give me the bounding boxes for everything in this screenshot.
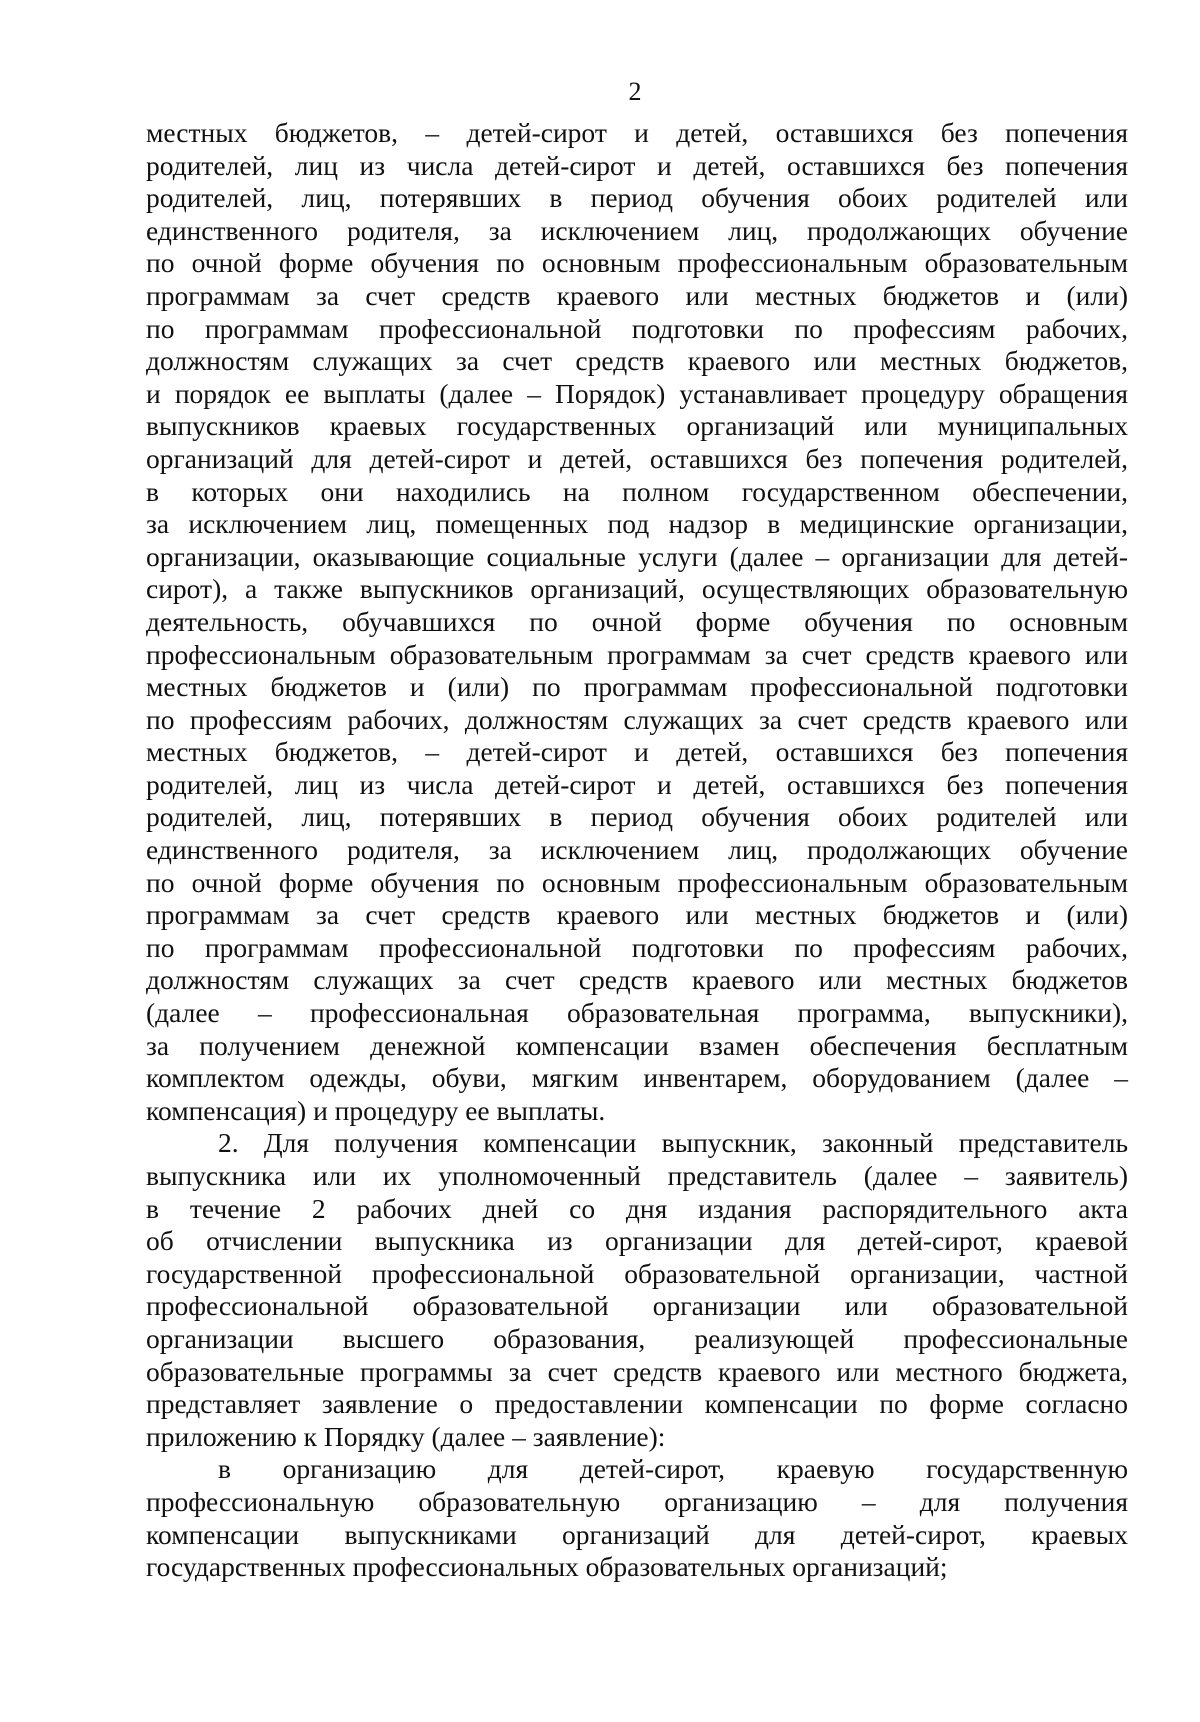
text-line: комплектом одежды, обуви, мягким инвентарем, оборудованием (далее – [146,1062,1128,1094]
text-line: по программам профессиональной подготовки по профессиям рабочих, [146,931,1128,963]
text-line: родителей, лиц из числа детей-сирот и детей, оставшихся без попечения [146,768,1128,800]
text-line: профессиональным образовательным программам за счет средств краевого или [146,638,1128,670]
paragraph-2 [146,1127,1128,1453]
document-body [146,117,1128,1584]
paragraph-3 [146,1453,1128,1583]
paragraph-1 [146,117,1128,1127]
text-line: в течение 2 рабочих дней со дня издания распорядительного акта [146,1192,1128,1224]
text-line: выпускника или их уполномоченный представитель (далее – заявитель) [146,1160,1128,1191]
text-line: организации высшего образования, реализующей профессиональные [146,1322,1128,1354]
text-line: местных бюджетов, – детей-сирот и детей, оставшихся без попечения [146,117,1128,148]
text-line: родителей, лиц, потерявших в период обучения обоих родителей или [146,801,1128,833]
text-line: профессиональную образовательную организацию – для получения [146,1485,1128,1517]
text-line: за получением денежной компенсации взамен обеспечения бесплатным [146,1029,1128,1061]
text-line: об отчислении выпускника из организации для детей-сирот, краевой [146,1225,1128,1257]
text-line: программам за счет средств краевого или местных бюджетов и (или) [146,279,1128,311]
text-line: по профессиям рабочих, должностям служащих за счет средств краевого или [146,703,1128,735]
text-line: единственного родителя, за исключением лиц, продолжающих обучение [146,834,1128,866]
text-line: государственной профессиональной образовательной организации, частной [146,1257,1128,1289]
text-line: местных бюджетов, – детей-сирот и детей, оставшихся без попечения [146,736,1128,768]
text-line: государственных профессиональных образовательных организаций; [146,1551,948,1583]
text-line: (далее – профессиональная образовательная программа, выпускники), [146,997,1128,1029]
text-line: должностям служащих за счет средств краевого или местных бюджетов, [146,345,1128,377]
text-line: компенсации выпускниками организаций для детей-сирот, краевых [146,1518,1128,1550]
text-line: представляет заявление о предоставлении компенсации по форме согласно [146,1388,1128,1420]
text-line: деятельность, обучавшихся по очной форме обучения по основным [146,605,1128,637]
text-line: приложению к Порядку (далее – заявление): [146,1420,666,1452]
text-line: за исключением лиц, помещенных под надзор в медицинские организации, [146,508,1128,540]
text-line: по программам профессиональной подготовки по профессиям рабочих, [146,312,1128,344]
text-line: 2. Для получения компенсации выпускник, законный представитель [218,1127,1128,1159]
text-line: компенсация) и процедуру ее выплаты. [146,1094,606,1126]
text-line: организаций для детей-сирот и детей, оставшихся без попечения родителей, [146,442,1128,474]
text-line: местных бюджетов и (или) по программам профессиональной подготовки [146,671,1128,703]
text-line: должностям служащих за счет средств краевого или местных бюджетов [146,964,1128,996]
text-line: программам за счет средств краевого или местных бюджетов и (или) [146,899,1128,931]
text-line: профессиональной образовательной организации или образовательной [146,1290,1128,1322]
text-line: образовательные программы за счет средств краевого или местного бюджета, [146,1355,1128,1387]
text-line: родителей, лиц из числа детей-сирот и детей, оставшихся без попечения [146,149,1128,181]
text-line: сирот), а также выпускников организаций, осуществляющих образовательную [146,573,1128,605]
text-line: единственного родителя, за исключением лиц, продолжающих обучение [146,214,1128,246]
text-line: выпускников краевых государственных организаций или муниципальных [146,410,1128,442]
page-number: 2 [628,77,642,106]
text-line: в организацию для детей-сирот, краевую государственную [218,1453,1128,1485]
text-line: в которых они находились на полном государственном обеспечении, [146,475,1128,507]
text-line: и порядок ее выплаты (далее – Порядок) устанавливает процедуру обращения [146,377,1128,409]
text-line: по очной форме обучения по основным профессиональным образовательным [146,866,1128,898]
text-line: организации, оказывающие социальные услуги (далее – организации для детей- [146,540,1128,572]
text-line: по очной форме обучения по основным профессиональным образовательным [146,247,1128,279]
text-line: родителей, лиц, потерявших в период обучения обоих родителей или [146,182,1128,214]
